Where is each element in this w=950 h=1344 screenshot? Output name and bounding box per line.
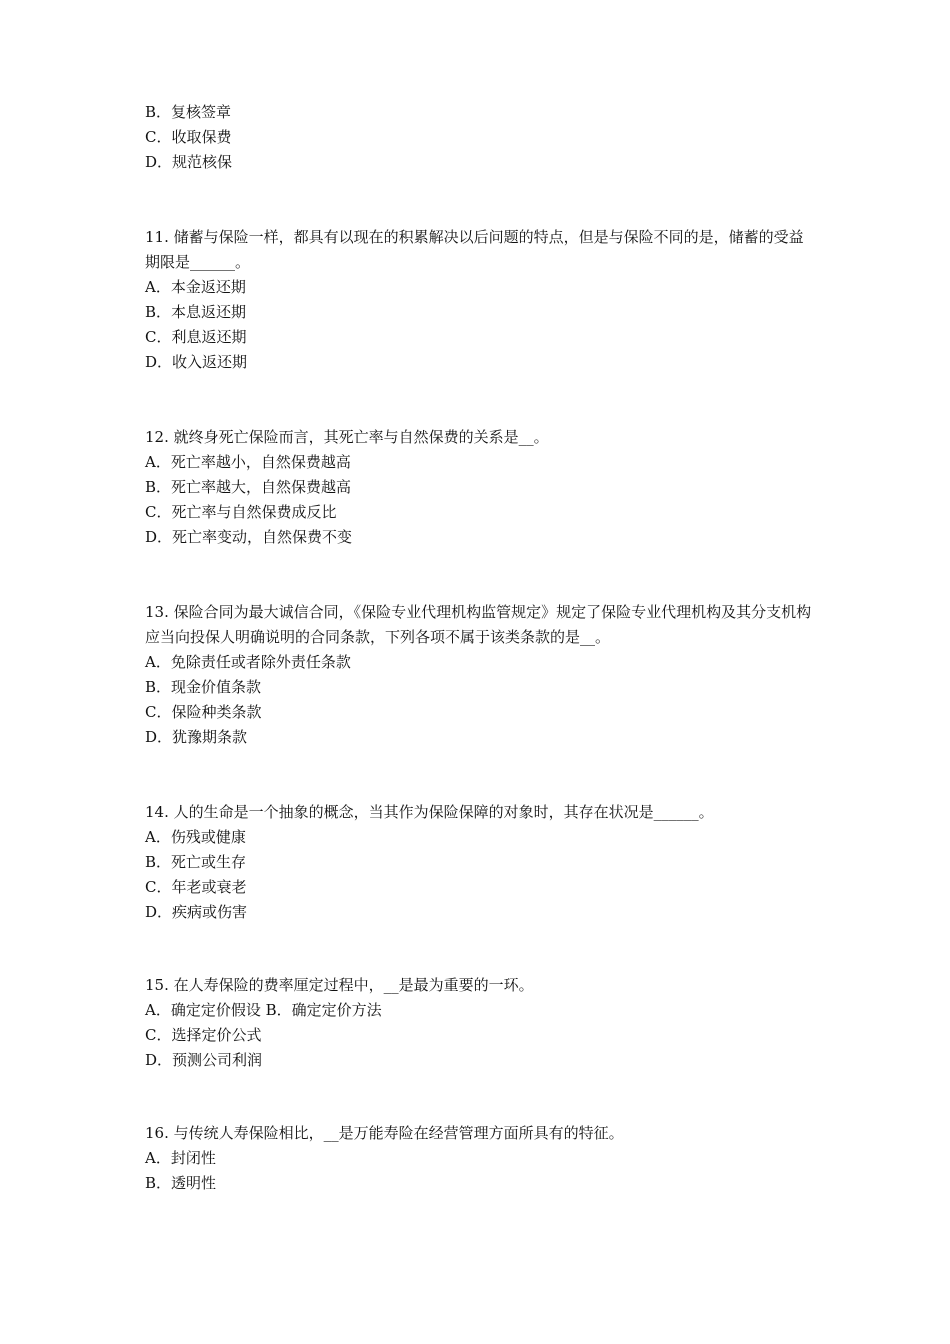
- question-stem: 14. 人的生命是一个抽象的概念，当其作为保险保障的对象时，其存在状况是______。: [145, 803, 714, 821]
- option-c: C．死亡率与自然保费成反比: [145, 503, 337, 521]
- option-a: A．封闭性: [145, 1149, 216, 1167]
- option-d: D．死亡率变动，自然保费不变: [145, 528, 353, 546]
- option-d: D．收入返还期: [145, 353, 248, 371]
- option-d: D．犹豫期条款: [145, 728, 248, 746]
- option-c: C．保险种类条款: [145, 703, 262, 721]
- option-c: C．收取保费: [145, 128, 232, 146]
- question-block-14: [145, 800, 825, 925]
- question-block-16: [145, 1121, 825, 1196]
- option-a: A．本金返还期: [145, 278, 246, 296]
- option-a: A．伤残或健康: [145, 828, 246, 846]
- question-stem: 13. 保险合同为最大诚信合同，《保险专业代理机构监管规定》规定了保险专业代理机构及其分支机构应当向投保人明确说明的合同条款，下列各项不属于该类条款的是__。: [145, 603, 812, 646]
- question-block-11: [145, 225, 825, 375]
- question-stem: 12. 就终身死亡保险而言，其死亡率与自然保费的关系是__。: [145, 428, 549, 446]
- question-block-13: [145, 600, 825, 750]
- option-a: A．死亡率越小，自然保费越高: [145, 453, 351, 471]
- option-c: C．选择定价公式: [145, 1026, 262, 1044]
- option-c: C．利息返还期: [145, 328, 247, 346]
- question-stem: 16. 与传统人寿保险相比，__是万能寿险在经营管理方面所具有的特征。: [145, 1124, 624, 1142]
- question-block-10-continued: [145, 100, 825, 175]
- option-d: D．预测公司利润: [145, 1051, 263, 1069]
- question-stem: 15. 在人寿保险的费率厘定过程中，__是最为重要的一环。: [145, 976, 534, 994]
- question-block-12: [145, 425, 825, 550]
- spacer: [145, 550, 825, 600]
- spacer: [145, 1073, 825, 1121]
- option-c: C．年老或衰老: [145, 878, 247, 896]
- spacer: [145, 750, 825, 800]
- question-block-15: [145, 973, 825, 1073]
- option-b: B．现金价值条款: [145, 678, 262, 696]
- option-b: B．复核签章: [145, 103, 232, 121]
- document-page: [145, 100, 825, 1196]
- option-b: B．死亡或生存: [145, 853, 247, 871]
- option-a-b: A．确定定价假设 B．确定定价方法: [145, 1001, 382, 1019]
- option-a: A．免除责任或者除外责任条款: [145, 653, 351, 671]
- option-b: B．死亡率越大，自然保费越高: [145, 478, 352, 496]
- spacer: [145, 375, 825, 425]
- option-d: D．规范核保: [145, 153, 233, 171]
- option-d: D．疾病或伤害: [145, 903, 248, 921]
- spacer: [145, 925, 825, 973]
- question-stem: 11. 储蓄与保险一样，都具有以现在的积累解决以后问题的特点，但是与保险不同的是，储蓄的受益期限是______。: [145, 228, 804, 271]
- option-b: B．透明性: [145, 1174, 217, 1192]
- option-b: B．本息返还期: [145, 303, 247, 321]
- spacer: [145, 175, 825, 225]
